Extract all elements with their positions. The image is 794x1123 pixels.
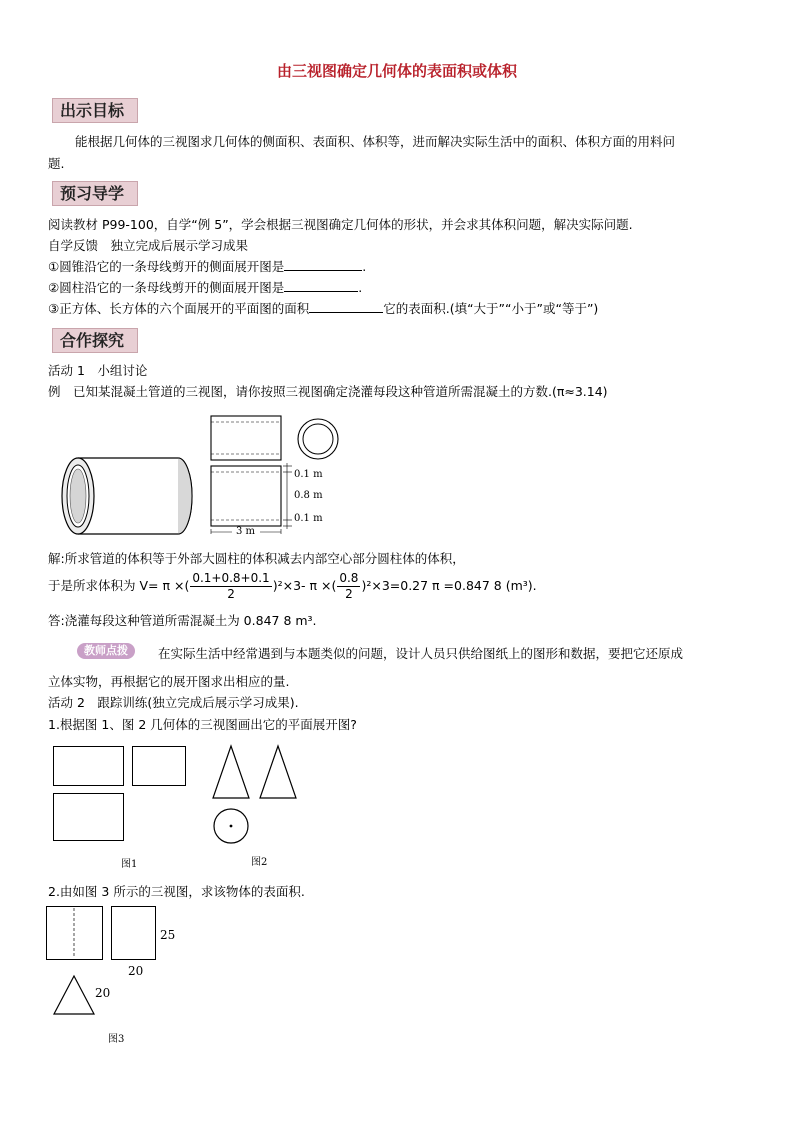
question-3-text: ③正方体、长方体的六个面展开的平面图的面积 (48, 301, 310, 316)
fig2-center-dot (230, 825, 233, 828)
fig3-dim-width: 20 (128, 964, 144, 978)
goal-text-cont: 题. (48, 156, 65, 171)
pipe-side-view (211, 463, 292, 534)
fraction-1-numerator: 0.1+0.8+0.1 (192, 571, 270, 585)
goal-text: 能根据几何体的三视图求几何体的侧面积、表面积、体积等，进而解决实际生活中的面积、体积方面的用料问 (75, 134, 676, 149)
exercise-2: 2.由如图 3 所示的三视图，求该物体的表面积. (48, 884, 305, 899)
fig3-side-view (111, 906, 156, 960)
solution-line-1: 解:所求管道的体积等于外部大圆柱的体积减去内部空心部分圆柱体的体积， (48, 551, 465, 566)
question-3-text-2: 它的表面积.(填“大于”“小于”或“等于”) (383, 301, 599, 316)
activity-2-title: 活动 2 跟踪训练(独立完成后展示学习成果). (48, 695, 299, 710)
dim-label-middle: 0.8 m (294, 490, 323, 501)
fig1-side-view (132, 746, 186, 786)
section-header-preview: 预习导学 (52, 181, 138, 206)
formula-part-3: )²×3=0.27 π =0.847 8 (m³). (361, 578, 537, 593)
pipe-front-view (211, 416, 281, 460)
answer-line: 答:浇灌每段这种管道所需混凝土为 0.847 8 m³. (48, 613, 317, 628)
teacher-tip-badge: 教师点拨 (77, 643, 135, 659)
fig1-front-view (53, 746, 124, 786)
fig2-side-view (260, 746, 296, 798)
question-1-dot: . (362, 259, 367, 274)
teacher-tip-text: 在实际生活中经常遇到与本题类似的问题，设计人员只供给图纸上的图形和数据，要把它还原成 (158, 646, 684, 661)
activity-1-title: 活动 1 小组讨论 (48, 363, 148, 378)
question-2 (48, 279, 362, 297)
answer-blank-2[interactable] (284, 279, 358, 292)
answer-blank-1[interactable] (284, 258, 362, 271)
fig2-front-view (213, 746, 249, 798)
fig3-dim-side: 20 (95, 986, 111, 1000)
page-title: 由三视图确定几何体的表面积或体积 (276, 62, 517, 80)
formula-part-1: 于是所求体积为 V= π ×( (48, 578, 190, 593)
question-1-text: ①圆锥沿它的一条母线剪开的侧面展开图是 (48, 259, 285, 274)
pipe-top-view (298, 419, 338, 459)
fraction-1 (190, 571, 271, 602)
fig1-top-view (53, 793, 124, 841)
example-text: 例 已知某混凝土管道的三视图，请你按照三视图确定浇灌每段这种管道所需混凝土的方数.(π≈3.14) (48, 384, 608, 399)
solution-formula (48, 568, 537, 604)
self-study-feedback: 自学反馈 独立完成后展示学习成果 (48, 238, 249, 253)
fraction-2 (337, 571, 360, 602)
figure-1-caption: 图1 (121, 859, 138, 870)
formula-part-2: )²×3- π ×( (272, 578, 337, 593)
exercise-1: 1.根据图 1、图 2 几何体的三视图画出它的平面展开图? (48, 717, 357, 732)
question-3 (48, 300, 598, 318)
fraction-1-denominator: 2 (227, 587, 235, 601)
question-2-dot: . (358, 280, 363, 295)
dim-label-bottom: 0.1 m (294, 513, 323, 524)
answer-blank-3[interactable] (309, 300, 383, 313)
fig3-hidden-line (46, 906, 103, 960)
fig3-top-view (52, 973, 97, 1017)
section-header-goal: 出示目标 (52, 98, 138, 123)
fraction-2-denominator: 2 (345, 587, 353, 601)
dim-label-top: 0.1 m (294, 469, 323, 480)
figure-2 (208, 744, 303, 850)
fig3-dim-height: 25 (160, 928, 176, 942)
figure-2-caption: 图2 (251, 857, 268, 868)
section-header-explore: 合作探究 (52, 328, 138, 353)
preview-instruction: 阅读教材 P99-100，自学“例 5”，学会根据三视图确定几何体的形状，并会求其体积问题，解决实际问题. (48, 217, 633, 232)
teacher-tip-text-cont: 立体实物，再根据它的展开图求出相应的量. (48, 674, 290, 689)
pipe-3d-drawing (62, 458, 192, 534)
fraction-2-numerator: 0.8 (339, 571, 359, 585)
dim-label-length: 3 m (236, 526, 256, 537)
question-1 (48, 258, 366, 276)
question-2-text: ②圆柱沿它的一条母线剪开的侧面展开图是 (48, 280, 285, 295)
figure-3-caption: 图3 (108, 1034, 125, 1045)
